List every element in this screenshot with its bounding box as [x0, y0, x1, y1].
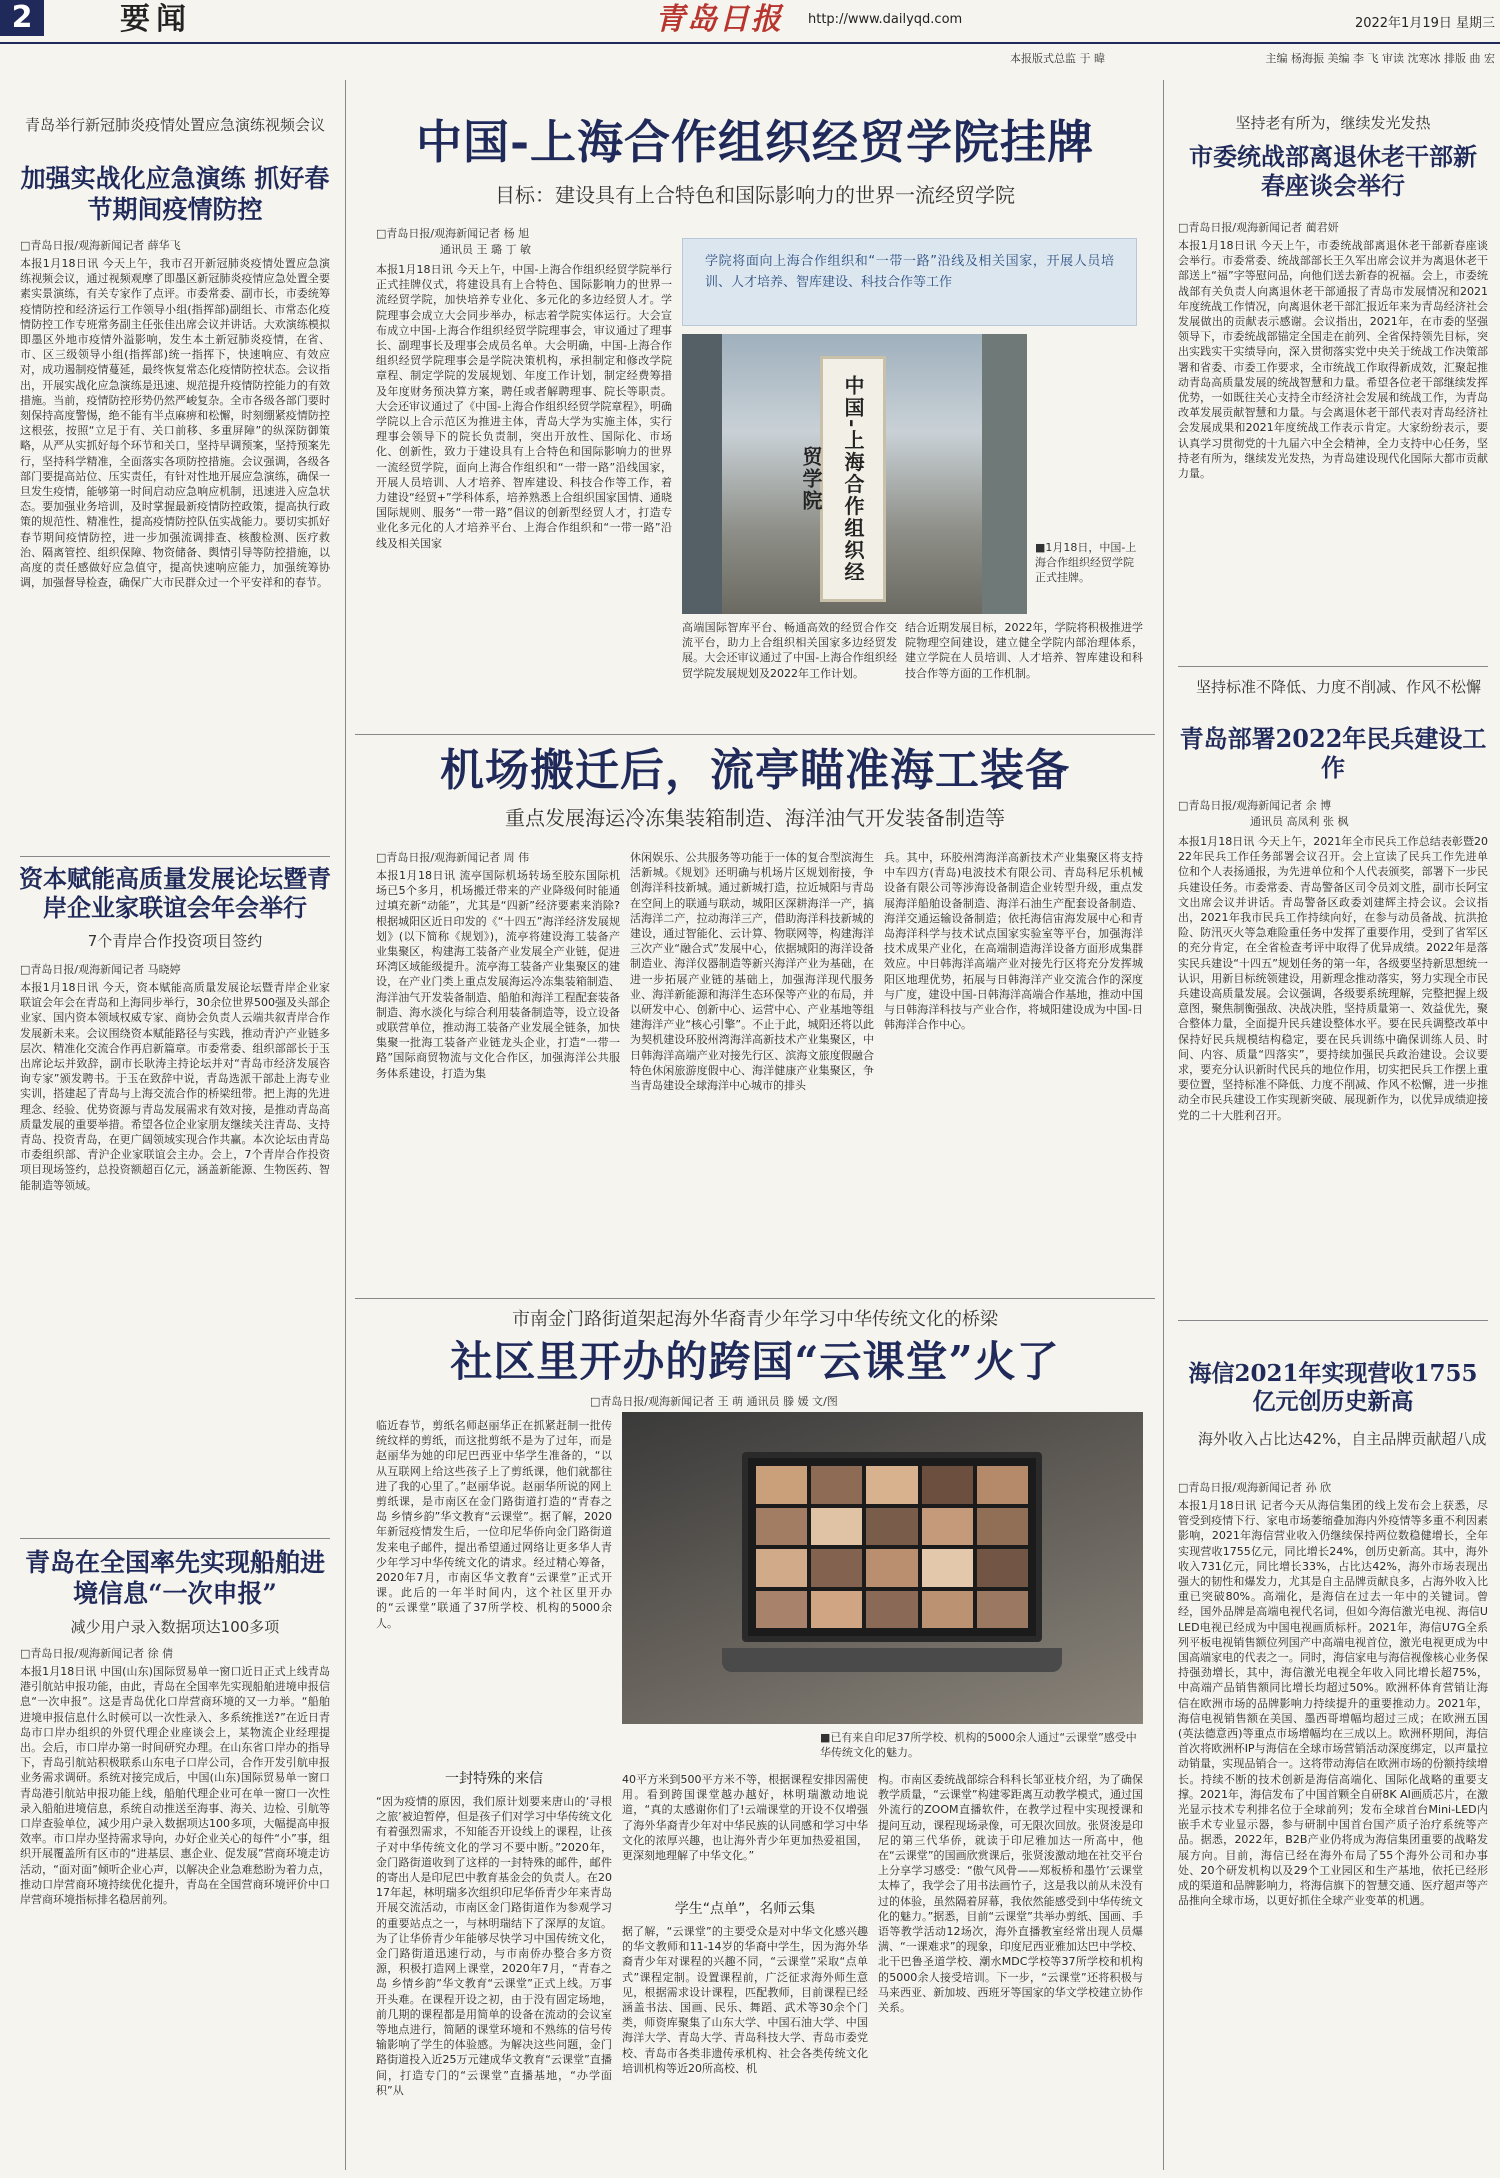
main-a1-col3: 结合近期发展目标，2022年，学院将积极推进学院物理空间建设，建立健全学院内部治理体系，建立学院在人员培训、人才培养、智库建设和科技合作等方面的工作机制。	[905, 621, 1143, 680]
main-a2-col2: 休闲娱乐、公共服务等功能于一体的复合型滨海生活新城。《规划》还明确与机场片区规划衔接，争创海洋科技新城。通过新城打造，拉近城阳与青岛在空间上的联通与联动，城阳区深耕海洋一产，搞活海洋二产，拉动海洋三产，借助海洋科技新城的建设，通过智能化、云计算、物联网等，构建海洋三次产业“融合式”发展中心，依据城阳的海洋设备制造业、海洋仪器制造等新兴海洋产业为基础，在进一步拓展产业链的基础上，加强海洋现代服务业、海洋新能源和海洋生态环保等产业的布局，并以研发中心、创新中心、运营中心、产业基地等组建海洋产业“核心引擎”。不止于此，城阳还将以此为契机建设环胶州湾海洋高新技术产业集聚区，中日韩海洋高端产业对接先行区、滨海文旅度假融合特色休闲旅游度假中心、海洋健康产业集聚区，争当青岛建设全球海洋中心城市的排头	[630, 851, 874, 1093]
left-a2-title: 资本赋能高质量发展论坛暨青岸企业家联谊会年会举行	[19, 864, 331, 923]
website-url[interactable]: http://www.dailyqd.com	[808, 12, 963, 27]
left-a3-subtitle: 减少用户录入数据项达100多项	[70, 1618, 280, 1636]
main-a1-col1: 本报1月18日讯 今天上午，中国-上海合作组织经贸学院举行正式挂牌仪式，将建设具有上合特色、国际影响力的世界一流经贸学院，加快培养专业化、多元化的多边经贸人才。学院理事会成立大会同步举办，标志着学院实体运行。大会宣布成立中国-上海合作组织经贸学院理事会，审议通过了理事长、副理事长及理事会成员名单。大会明确，中国-上海合作组织经贸学院理事会是学院决策机构，承担制定和修改学院章程、制定学院的发展规划、年度工作计划，制定经费筹措及年度财务预决算方案，聘任或者解聘理事、院长等职责。大会还审议通过了《中国-上海合作组织经贸学院章程》，明确学院以上合示范区为推进主体，青岛大学为实施主体，实行理事会领导下的院长负责制，突出开放性、国际化、市场化、创新性，致力于建设具有上合特色和国际影响力的世界一流经贸学院，面向上海合作组织和“一带一路”沿线国家，开展人员培训、人才培养、智库建设、科技合作等工作，着力建设“经贸+”学科体系，培养熟悉上合组织国家国情、通晓国际规则、服务“一带一路”倡议的创新型经贸人才，打造专业化多元化的人才培养平台、上海合作组织和“一带一路”沿线及相关国家	[376, 263, 672, 550]
main-a3-title: 社区里开办的跨国“云课堂”火了	[450, 1337, 1060, 1386]
left-a3-body: 本报1月18日讯 中国(山东)国际贸易单一窗口近日正式上线青岛港引航站申报功能，由此，青岛在全国率先实现船舶进境申报信息“一次申报”。这是青岛优化口岸营商环境的又一力举。“船舶进境申报信息什么时候可以一次性录入、多系统推送?”在近日青岛市口岸办组织的外贸代理企业座谈会上，某物流企业经理提出。会后，市口岸办第一时间研究办理。在山东省口岸办的指导下，青岛引航站积极联系山东电子口岸公司，合作开发引航申报业务需求调研。系统对接完成后，中国(山东)国际贸易单一窗口青岛港引航站申报功能上线，船舶代理企业可在单一窗口一次性录入船舶进境信息，系统自动推送至海事、海关、边检、引航等口岸查验单位，减少用户录入数据项达100多项，大幅提高申报效率。市口岸办坚持需求导向，办好企业关心的每件“小”事，组织开展覆盖所有区市的“进基层、惠企业、促发展”营商环境走访活动，“面对面”倾听企业心声，以解决企业急难愁盼为着力点，推动口岸营商环境持续优化提升，青岛在全国营商环境评价中口岸营商环境指标排名稳居前列。	[20, 1665, 330, 1907]
plaque-inscription: 中国-上海合作组织经贸学院	[799, 374, 865, 584]
main-a1-col2: 高端国际智库平台、畅通高效的经贸合作交流平台，助力上合组织相关国家多边经贸发展。大会还审议通过了中国-上海合作组织经贸学院发展规划及2022年工作计划。	[682, 621, 897, 680]
main-a1-byline-correspondent: 通讯员 王 璐 丁 敏	[440, 243, 531, 256]
main-a1-title: 中国-上海合作组织经贸学院挂牌	[415, 115, 1095, 169]
left-a1-byline: □青岛日报/观海新闻记者 薛华飞	[20, 239, 181, 252]
newspaper-logo: 青岛日报	[655, 2, 783, 37]
masthead-rule	[0, 42, 1500, 44]
left-a2-subtitle: 7个青岸合作投资项目签约	[87, 932, 263, 950]
main-a2-subtitle: 重点发展海运冷冻集装箱制造、海洋油气开发装备制造等	[505, 806, 1005, 830]
right-a2-kicker: 坚持标准不降低、力度不削减、作风不松懈	[1196, 678, 1482, 696]
main-a3-col3: 40平方米到500平方米不等，根据课程安排因需使用。看到跨国课堂越办越好，林明瑞激动地说道，“真的太感谢你们了!云端课堂的开设不仅增强了海外华裔青少年对中华民族的认同感和学习中华文化的浓厚兴趣，也让海外青少年更加热爱祖国，更深刻地理解了中华文化。”	[622, 1773, 868, 1863]
right-a2-title: 青岛部署2022年民兵建设工作	[1179, 724, 1487, 783]
laptop-screen	[742, 1452, 1042, 1642]
main-a3-subhead-letter: 一封特殊的来信	[445, 1771, 543, 1787]
main-a3-col1: 临近春节，剪纸名师赵丽华正在抓紧赶制一批传统纹样的剪纸，而这批剪纸不是为了过年，而是赵丽华为她的印尼巴西亚中华学生准备的，“以从互联网上给这些孩子上了剪纸课，他们就都往进了我的心里了。”赵丽华说。赵丽华所说的网上剪纸课，是市南区在金门路街道打造的“青春之岛 乡情乡韵”华文教育“云课堂”。据了解，2020年新冠疫情发生后，一位印尼华侨向金门路街道发来电子邮件，提出希望通过网络让更多华人青少年学习中华传统文化的请求。经过精心筹备，2020年7月，市南区华文教育“云课堂”正式开课。此后的一年半时间内，这个社区里开办的“云课堂”联通了37所学校、机构的5000余人。	[376, 1419, 612, 1630]
right-a3-title: 海信2021年实现营收1755亿元创历史新高	[1188, 1360, 1478, 1416]
main-a1-byline-reporter: □青岛日报/观海新闻记者 杨 旭	[376, 227, 530, 240]
left-a1-title: 加强实战化应急演练 抓好春节期间疫情防控	[20, 164, 330, 224]
main-divider-2	[355, 1298, 1155, 1299]
main-a3-kicker: 市南金门路街道架起海外华裔青少年学习中华传统文化的桥梁	[512, 1309, 998, 1330]
main-a1-pullquote	[682, 238, 1137, 326]
left-a2-body: 本报1月18日讯 今天，资本赋能高质量发展论坛暨青岸企业家联谊会年会在青岛和上海同步举行，30余位世界500强及头部企业家、国内资本领域权威专家、商协会负责人云端共叙青岸合作发展新未来。会议围绕资本赋能路径与实践，推动青沪产业链多层次、精准化交流合作再启新篇章。市委常委、组织部部长于玉出席论坛并致辞，副市长耿涛主持论坛并对“青岛市经济发展咨询专家”颁发聘书。于玉在致辞中说，青岛选派干部赴上海专业实训，搭建起了青岛与上海交流合作的桥梁纽带。把上海的先进理念、经验、优势资源与青岛发展需求有效对接，是推动青岛高质量发展的重要举措。希望各位企业家朋友继续关注青岛、支持青岛、投资青岛，在更广阔领域实现合作共赢。本次论坛由青岛市委组织部、青沪企业家联谊会主办。会上，7个青岸合作投资项目现场签约，总投资额超百亿元，涵盖新能源、生物医药、智能制造等领域。	[20, 981, 330, 1192]
main-a3-col2: “因为疫情的原因，我们原计划要来唐山的‘寻根之旅’被迫暂停，但是孩子们对学习中华传统文化有着强烈需求，不知能否开设线上的课程，让孩子对中华传统文化的学习不要中断。”2020年，金门路街道收到了这样的一封特殊的邮件，邮件的寄出人是印尼巴中教育基金会的负责人。在2017年起，林明瑞多次组织印尼华侨青少年来青岛开展交流活动，市南区金门路街道作为参观学习的重要站点之一，与林明瑞结下了深厚的友谊。为了让华侨青少年能够尽快学习中国传统文化，金门路街道迅速行动，与市南侨办整合多方资源，积极打造网上课堂，2020年7月，“青春之岛 乡情乡韵”华文教育“云课堂”正式上线。万事开头难。在课程开设之初，由于没有固定场地，前几期的课程都是用简单的设备在流动的会议室等地点进行，简陋的课堂环境和不熟练的信号传输影响了学生的体验感。为解决这些问题，金门路街道投入近25万元建成华文教育“云课堂”直播间，打造专门的“云课堂”直播基地，“办学面积”从	[376, 1795, 612, 2097]
page-number: 2	[11, 0, 33, 35]
main-a3-col3b: 据了解，“云课堂”的主要受众是对中华文化感兴趣的华文教师和11-14岁的华裔中学生，因为海外华裔青少年对课程的兴趣不同，“云课堂”采取“点单式”课程定制。设置课程前，广泛征求海外师生意见，根据需求设计课程，匹配教师，目前课程已经涵盖书法、国画、民乐、舞蹈、武术等30余个门类，师资库聚集了山东大学、中国石油大学、中国海洋大学、青岛大学、青岛科技大学、青岛市委党校、青岛市各类非遗传承机构、社会各类传统文化培训机构等近20所高校、机	[622, 1925, 868, 2075]
credits-editor: 本报版式总监 于 暐	[1010, 52, 1105, 65]
left-a1-kicker: 青岛举行新冠肺炎疫情处置应急演练视频会议	[24, 116, 325, 134]
credits-staff: 主编 杨海振 美编 李 飞 审读 沈寒冰 排版 曲 宏	[1265, 52, 1495, 65]
right-a3-body: 本报1月18日讯 记者今天从海信集团的线上发布会上获悉，尽管受到疫情下行、家电市场萎缩叠加海内外疫情等多重不利因素影响，2021年海信营业收入仍继续保持两位数稳健增长，全年实现营收1755亿元，同比增长24%，创历史新高。其中，海外收入731亿元，同比增长33%，占比达42%，海外市场表现出强大的韧性和爆发力，尤其是自主品牌贡献良多，占海外收入比重已突破80%。高端化，是海信在过去一年中的关键词。曾经，国外品牌是高端电视代名词，但如今海信激光电视、海信ULED电视已经成为中国电视画质标杆。2021年，海信U7G全系列平板电视销售额位列国产中高端电视首位，激光电视更成为中国高端家电的代表之一。同时，海信家电与海信视像核心业务保持强劲增长，其中，海信激光电视全年收入同比增长超75%，中高端产品销售额同比增长均超过50%。欧洲杯体育营销让海信在欧洲市场的品牌影响力持续提升的重要推动力。2021年，海信电视销售额在美国、墨西哥增幅均超过三成；在欧洲五国(英法德意西)等重点市场增幅均在三成以上。欧洲杯期间，海信首次将欧洲杯IP与海信在全球市场营销活动深度绑定，以声量拉动销量，实现品销合一。这将带动海信在欧洲市场的份额持续增长。持续不断的技术创新是海信高端化、国际化战略的重要支撑。2021年，海信发布了中国首颗全自研8K AI画质芯片，在激光显示技术专利排名位于全球前列；发布全球首台Mini-LED内嵌手术专业显示器，参与研制中国首台国产质子治疗系统等产品。据悉，2022年，B2B产业仍将成为海信集团重要的战略发展方向。目前，海信已经在海外布局了55个海外公司和办事处、20个研发机构以及29个工业园区和生产基地，依托已经形成的渠道和品牌影响力，将海信旗下的智慧交通、医疗超声等产品推向全球市场，以更好抓住全球产业变革的机遇。	[1178, 1499, 1488, 1908]
right-a2-byline-correspondent: 通讯员 高凤利 张 枫	[1250, 815, 1349, 828]
main-a3-subhead-students: 学生“点单”，名师云集	[674, 1901, 816, 1917]
left-a1-body: 本报1月18日讯 今天上午，我市召开新冠肺炎疫情处置应急演练视频会议，通过视频观摩了即墨区新冠肺炎疫情应急处置全要素实景演练，有关专家作了点评。市委常委、副市长，市委统筹疫情防控和经济运行工作领导小组(指挥部)副组长、市常态化疫情防控工作专班常务副主任张佳出席会议并讲话。大欢演练模拟即墨区外地市疫情外溢影响，发生本土新冠肺炎疫情，在省、市、区三级领导小组(指挥部)统一指挥下，快速响应、有效应对，成功遏制疫情蔓延，最终恢复常态化疫情防控状态。会议指出，开展实战化应急演练是迅速、规范提升疫情防控能力的有效措施。当前，疫情防控形势仍然严峻复杂。全市各级各部门要时刻保持高度警惕，绝不能有半点麻痹和松懈，时刻绷紧疫情防控这根弦，按照“立足于有、关口前移、多重屏障”的纵深防御策略，从严从实抓好每个环节和关口，坚持早调预案，坚持预案先行，坚持科学精准，全面落实各项防控措施。会议强调，各级各部门要提高站位、压实责任，有针对性地开展应急演练，确保一旦发生疫情，能够第一时间启动应急响应机制，迅速进入应急状态。要加强业务培训，及时掌握最新疫情防控政策，提高执行政策的规范性、精准性，提高疫情防控队伍实战能力。要切实抓好春节期间疫情防控，进一步加强流调排查、核酸检测、医疗救治、隔离管控、组织保障、物资储备、舆情引导等防控措施，以高度的责任感做好应急值守，提高快速响应能力，加强统筹协调，加强督导检查，确保广大市民群众过一个平安祥和的春节。	[20, 257, 330, 590]
main-divider-1	[355, 734, 1155, 735]
main-a1-subtitle: 目标：建设具有上合特色和国际影响力的世界一流经贸学院	[495, 183, 1015, 207]
issue-date: 2022年1月19日 星期三	[1354, 16, 1495, 31]
left-column-divider	[345, 80, 346, 2170]
online-class-photo	[622, 1412, 1143, 1724]
right-divider-2	[1178, 1320, 1488, 1321]
main-a3-byline: □青岛日报/观海新闻记者 王 萌 通讯员 滕 媛 文/图	[590, 1395, 838, 1408]
academy-plaque-photo	[682, 334, 1027, 614]
right-a3-subtitle: 海外收入占比达42%，自主品牌贡献超八成	[1198, 1430, 1487, 1448]
section-title: 要闻	[120, 2, 192, 37]
left-divider-2	[20, 1538, 330, 1539]
left-divider-1	[20, 856, 330, 857]
main-a3-photo-caption: ■已有来自印尼37所学校、机构的5000余人通过“云课堂”感受中华传统文化的魅力。	[820, 1731, 1137, 1759]
pullquote-text: 学院将面向上海合作组织和“一带一路”沿线及相关国家，开展人员培训、人才培养、智库建设、科技合作等工作	[705, 254, 1114, 290]
right-a1-title: 市委统战部离退休老干部新春座谈会举行	[1189, 142, 1477, 201]
main-a2-title: 机场搬迁后，流亭瞄准海工装备	[440, 745, 1070, 796]
main-a3-col4: 构。市南区委统战部综合科科长邹亚枝介绍，为了确保教学质量，“云课堂”构建零距离互动教学模式，通过国外流行的ZOOM直播软件，在教学过程中实现授课和提问互动，课程现场录像，可无限次回放。张贤浚是印尼的第三代华侨，就读于印尼雅加达一所高中，他在“云课堂”的国画欣赏课后，张贤浚激动地在社交平台上分享学习感受：“傲气风骨——郑板桥和墨竹’云课堂太棒了，我学会了用书法画竹子，这是我以前从未没有过的体验，虽然隔着屏幕，我依然能感受到中华传统文化的魅力。”据悉，目前“云课堂”共举办剪纸、国画、手语等教学活动12场次，海外直播教室经常出现人员爆满、“一课难求”的现象，印度尼西亚雅加达巴中学校、北干巴鲁圣道学校、潮水MDC学校等37所学校和机构的5000余人接受培训。下一步，“云课堂”还将积极与马来西亚、新加坡、西班牙等国家的华文学校建立协作关系。	[878, 1773, 1143, 2015]
page-number-box	[0, 0, 44, 36]
right-a1-kicker: 坚持老有所为，继续发光发热	[1235, 114, 1431, 132]
right-a2-byline-reporter: □青岛日报/观海新闻记者 余 博	[1178, 799, 1332, 812]
main-a1-photo-caption: ■1月18日，中国-上海合作组织经贸学院正式挂牌。	[1035, 541, 1137, 584]
main-a2-col1: 本报1月18日讯 流亭国际机场转场至胶东国际机场已5个多月，机场搬迁带来的产业降级何时能通过填充新“动能”，尤其是“四新”经济要素来消除?根据城阳区近日印发的《“十四五”海洋经济发展规划》(以下简称《规划》)，流亭将建设海工装备产业集聚区，构建海工装备产业发展全产业链，促进环湾区域能级提升。流亭海工装备产业集聚区的建设，在产业门类上重点发展海运冷冻集装箱制造、海洋油气开发装备制造、船舶和海洋工程配套装备制造、海水淡化与综合利用装备制造等，设立设备或联营单位，推动海工装备产业发展全链条，加快集聚一批海工装备产业链龙头企业，打造“一带一路”国际商贸物流与文化合作区，加强海洋公共服务体系建设，打造为集	[376, 869, 620, 1080]
right-divider-1	[1178, 666, 1488, 667]
left-a3-title: 青岛在全国率先实现船舶进境信息“一次申报”	[24, 1548, 325, 1608]
main-a2-col3: 兵。其中，环胶州湾海洋高新技术产业集聚区将支持中车四方(青岛)电波技术有限公司、青岛科尼乐机械设备有限公司等涉海设备制造企业转型升级，重点发展海洋船舶设备制造、海洋石油生产配套设备制造、海洋交通运输设备制造；依托海信宙海发展中心和青岛海洋科学与技术试点国家实验室等平台，加强海洋技术成果产业化，在高端制造海洋设备方面形成集群效应。中日韩海洋高端产业对接先行区将充分发挥城阳区地理优势，拓展与日韩海洋产业交流合作的深度与广度，建设中国-日韩海洋高端合作基地，推动中国与日韩海洋科技与产业合作，将城阳建设成为中国-日韩海洋合作中心。	[884, 851, 1143, 1032]
right-a1-byline: □青岛日报/观海新闻记者 蔺君妍	[1178, 221, 1339, 234]
left-a2-byline: □青岛日报/观海新闻记者 马晓婷	[20, 963, 181, 976]
right-a3-byline: □青岛日报/观海新闻记者 孙 欣	[1178, 1481, 1332, 1494]
main-a2-byline: □青岛日报/观海新闻记者 周 伟	[376, 851, 530, 864]
right-a2-body: 本报1月18日讯 今天上午，2021年全市民兵工作总结表彰暨2022年民兵工作任务部署会议召开。会上宣读了民兵工作先进单位和个人表扬通报，为先进单位和个人代表颁奖，部署下一步民兵建设任务。市委常委、青岛警备区司令员刘文胜，副市长阿宝文出席会议并讲话。青岛警备区政委刘建辉主持会议。会议指出，2021年我市民兵工作持续向好，在参与动员备战、抗洪抢险、防汛灭火等急难险重任务中发挥了重要作用，受到了省军区的充分肯定，在全省检查考评中取得了优异成绩。2022年是落实民兵建设“十四五”规划任务的第一年，各级要坚持新思想统一认识，用新目标统领建设，用新理念推动落实，努力实现全市民兵建设高质量发展。会议强调，各级要系统理解，完整把握上级意图，聚焦制衡强敌、决战决胜，坚持质量第一、效益优先，聚合整体力量，全面提升民兵建设整体水平。要在民兵调整改革中保持好民兵规模结构稳定，要在民兵训练中确保训练人员、时间、内容、质量“四落实”，要持续加强民兵政治建设。会议要求，要充分认识新时代民兵的地位作用，切实把民兵工作摆上重要位置，坚持标准不降低、力度不削减、作风不松懈，进一步推动全市民兵建设工作实现新突破、展现新作为，以优异成绩迎接党的二十大胜利召开。	[1178, 835, 1488, 1122]
right-a1-body: 本报1月18日讯 今天上午，市委统战部离退休老干部新春座谈会举行。市委常委、统战部部长王久军出席会议并为离退休老干部送上“福”字等慰问品，向他们送去新春的祝福。会上，市委统战部有关负责人向离退休老干部通报了青岛市发展情况和2021年度统战工作情况，向离退休老干部汇报近年来为青岛经济社会发展做出的贡献表示感谢。会议指出，2021年，在市委的坚强领导下，市委统战部锚定全国走在前列、全省保持领先目标，突出实践实干实绩导向，深入贯彻落实党中央关于统战工作决策部署和省委、市委工作要求，全市统战工作取得新成效，汇聚起推动青岛高质量发展的统战智慧和力量。希望各位老干部继续发挥优势，一如既往关心支持全市经济社会发展和统战工作，为青岛改革发展贡献智慧和力量。与会离退休老干部代表对青岛经济社会发展成果和2021年度统战工作表示肯定。大家纷纷表示，要认真学习贯彻党的十九届六中全会精神，全力支持中心任务，坚持老有所为，继续发光发热，为青岛建设现代化国际大都市贡献力量。	[1178, 239, 1488, 481]
right-column-divider	[1163, 80, 1164, 2170]
left-a3-byline: □青岛日报/观海新闻记者 徐 倩	[20, 1647, 174, 1660]
